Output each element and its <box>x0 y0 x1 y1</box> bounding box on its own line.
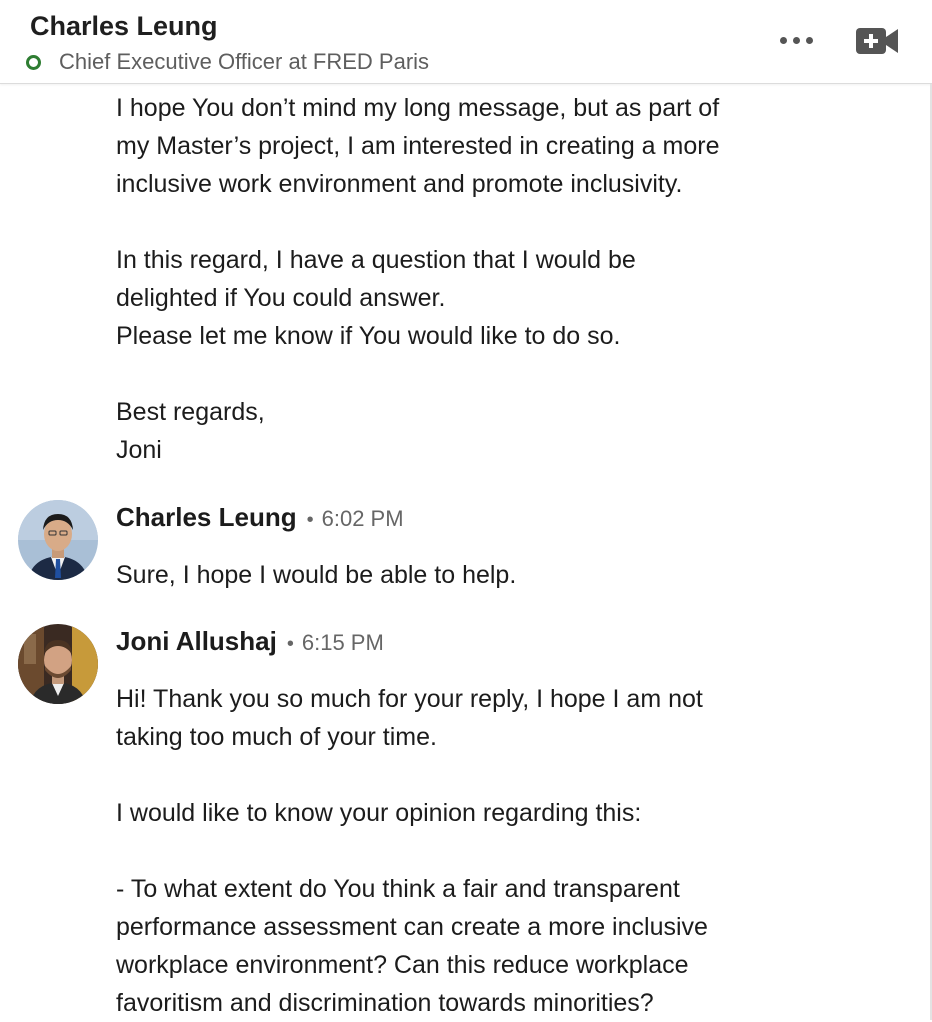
sender-name[interactable]: Joni Allushaj <box>116 626 277 656</box>
charles-leung-avatar-image <box>18 500 98 580</box>
conversation-header <box>0 0 932 84</box>
message-thread[interactable] <box>0 84 932 1020</box>
message-body: I hope You don’t mind my long message, but as part of my Master’s project, I am interested in creating a more inclusive work environment and promote inclusivity. In this regard, I have a question that I would be delighted if You could answer. Please let me know if You would like to do so. Best regards, Joni <box>116 94 720 464</box>
message-timestamp: 6:15 PM <box>301 630 384 655</box>
message-meta <box>116 626 384 662</box>
contact-headline: Chief Executive Officer at FRED Paris <box>59 49 430 74</box>
more-options-button[interactable] <box>770 26 822 54</box>
sender-name[interactable]: Charles Leung <box>116 502 297 532</box>
online-status-icon <box>26 55 41 70</box>
separator-dot: • <box>286 633 294 655</box>
joni-allushaj-avatar-image <box>18 624 98 704</box>
message-body: Sure, I hope I would be able to help. <box>116 561 517 589</box>
contact-headline-row <box>26 48 429 76</box>
contact-name[interactable]: Charles Leung <box>30 11 218 41</box>
message-timestamp: 6:02 PM <box>321 506 404 531</box>
message-body: Hi! Thank you so much for your reply, I hope I am not taking too much of your time. I would like to know your opinion regarding this: - To what extent do You think a fair and transparent performance assessment can create a more inclusive workplace environment? Can this reduce workplace favoritism and discrimination towards minorities? <box>116 685 708 1017</box>
avatar[interactable] <box>18 500 98 580</box>
avatar[interactable] <box>18 624 98 704</box>
separator-dot: • <box>306 509 314 531</box>
video-call-button[interactable] <box>852 24 902 58</box>
more-horizontal-icon <box>780 37 787 44</box>
message-meta <box>116 502 404 538</box>
video-call-icon <box>852 24 902 58</box>
